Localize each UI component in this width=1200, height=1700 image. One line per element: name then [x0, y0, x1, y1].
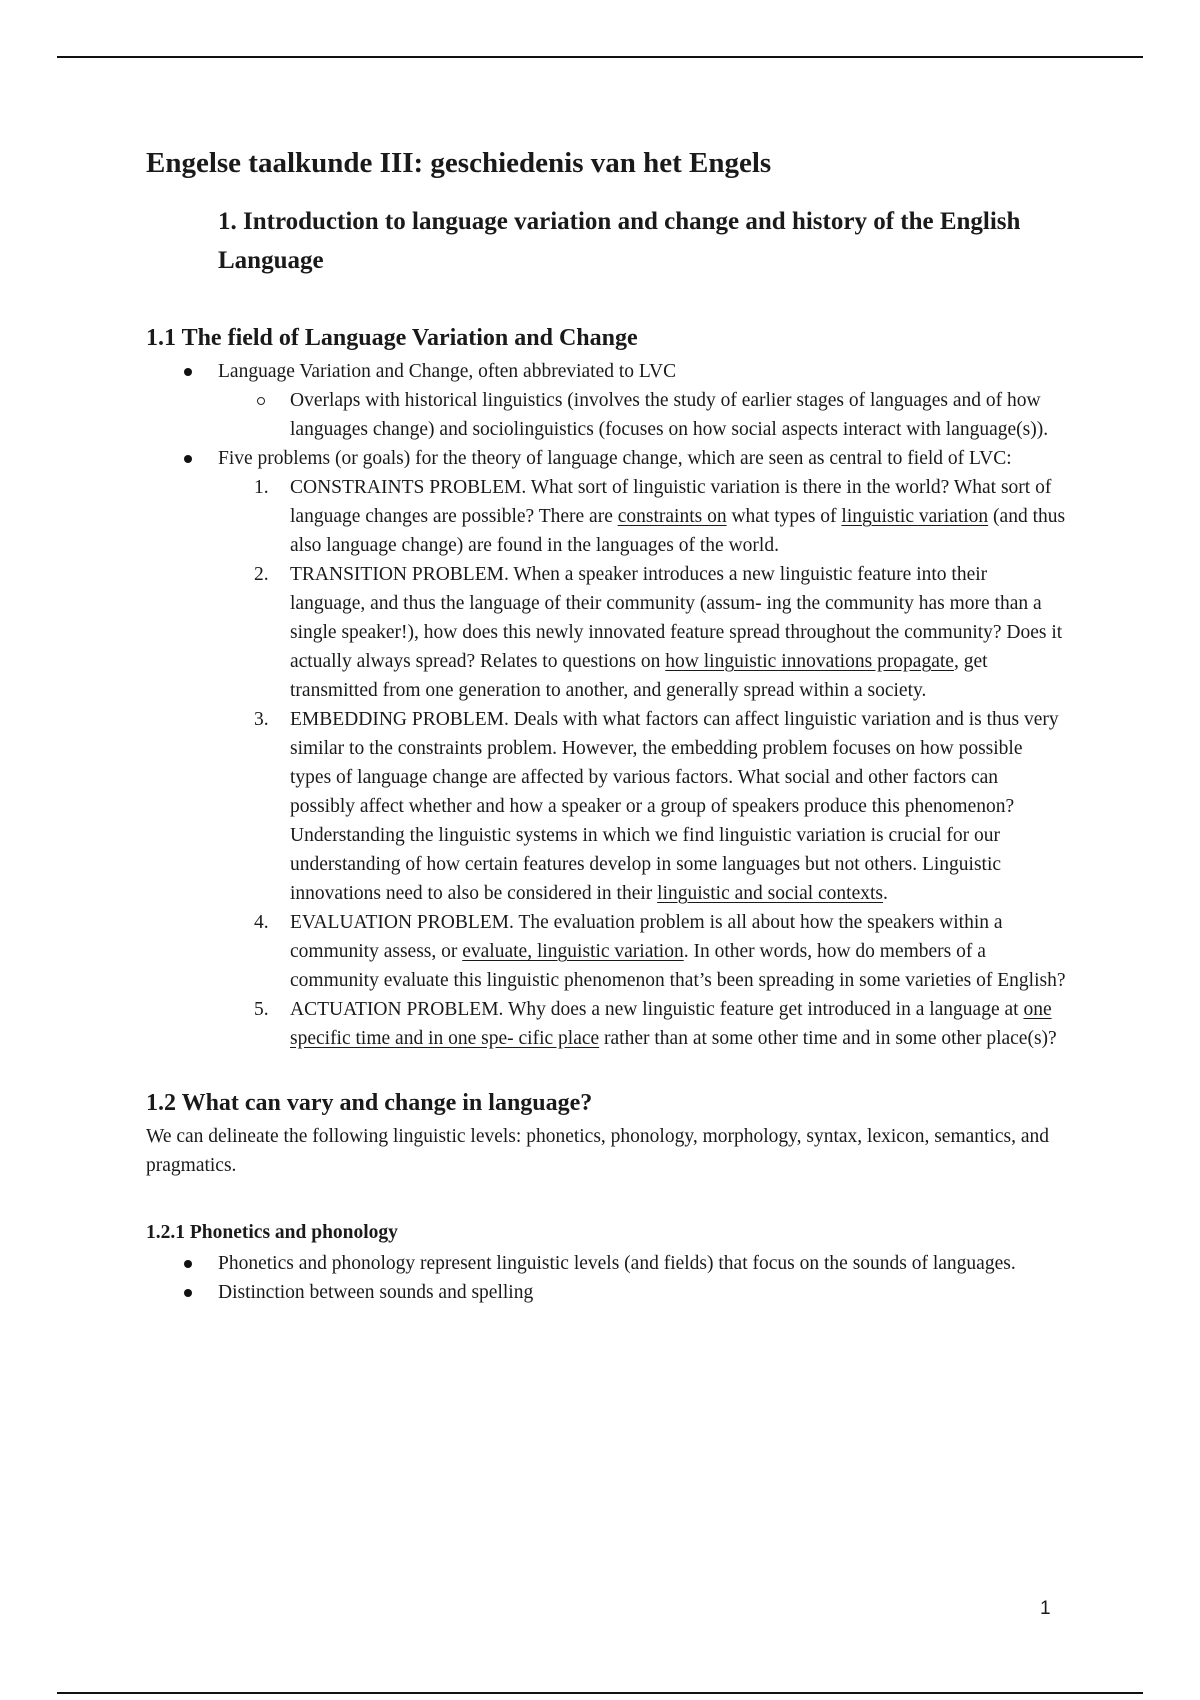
list-item-text: Language Variation and Change, often abbreviated to LVC	[218, 361, 677, 383]
list-item-text: Phonetics and phonology represent linguistic levels (and fields) that focus on the sounds of languages.	[218, 1253, 1016, 1275]
problem-item	[218, 560, 1066, 705]
section-heading-1-1: 1.1 The field of Language Variation and Change	[146, 325, 638, 352]
subsection-1-2-1-list	[146, 1249, 1066, 1307]
problem-text: . In other words, how do members of a community evaluate this linguistic phenomenon that’s been spreading in some varieties of English?	[290, 941, 1066, 992]
item-number: 2.	[254, 564, 269, 586]
problem-text: (and thus also language change) are found in the languages of the world.	[290, 506, 1066, 557]
document-title: Engelse taalkunde III: geschiedenis van het Engels	[146, 147, 772, 179]
section-1-1-list	[146, 357, 1066, 1053]
problem-text: EMBEDDING PROBLEM. Deals with what factors can affect linguistic variation and is thus very similar to the constraints problem. However, the embedding problem focuses on how possible types of language change are affected by various factors. What social and other factors can possibly affect whether and how a speaker or a group of speakers produce this phenomenon? Understanding the linguistic systems in which we find linguistic variation is crucial for our understanding of how certain features develop in some languages but not others. Linguistic innovations need to also be considered in their	[290, 709, 1059, 905]
section-1-2-intro: We can delineate the following linguistic levels: phonetics, phonology, morphology, syntax, lexicon, semantics, and pragmatics.	[146, 1125, 1049, 1176]
problem-text: .	[883, 883, 888, 905]
sub-list-item	[218, 386, 1066, 444]
bullet-icon	[184, 368, 192, 376]
footer-rule	[57, 1692, 1143, 1694]
underlined-phrase: how linguistic innovations propagate	[665, 651, 954, 673]
list-item-text: Distinction between sounds and spelling	[218, 1282, 534, 1304]
underlined-phrase: linguistic and social contexts	[657, 883, 884, 905]
list-item	[146, 357, 1066, 444]
chapter-heading: 1. Introduction to language variation and change and history of the English Language	[218, 207, 1021, 274]
underlined-phrase: linguistic variation	[841, 506, 989, 528]
item-number: 4.	[254, 912, 269, 934]
problem-text: EVALUATION PROBLEM. The evaluation problem is all about how the speakers within a community assess, or	[290, 912, 1003, 963]
bullet-icon	[184, 1260, 192, 1268]
problem-item	[218, 995, 1066, 1053]
problem-item	[218, 908, 1066, 995]
item-number: 3.	[254, 709, 269, 731]
item-number: 5.	[254, 999, 269, 1021]
bullet-icon	[184, 1289, 192, 1297]
list-item	[146, 1249, 1066, 1278]
list-item	[146, 1278, 1066, 1307]
problem-text: ACTUATION PROBLEM. Why does a new linguistic feature get introduced in a language at	[290, 999, 1024, 1021]
header-rule	[57, 56, 1143, 58]
circle-bullet-icon	[257, 397, 265, 405]
problem-text: TRANSITION PROBLEM. When a speaker introduces a new linguistic feature into their language, and thus the language of their community (assum- ing the community has more than a single speaker!), how does this newly innovated feature spread throughout the community? Does it actually always spread? Relates to questions on	[290, 564, 1063, 673]
list-item-text: Five problems (or goals) for the theory of language change, which are seen as central to field of LVC:	[218, 448, 1012, 470]
subsection-heading-1-2-1: 1.2.1 Phonetics and phonology	[146, 1221, 398, 1243]
underlined-phrase: constraints on	[617, 506, 727, 528]
problem-text: what types of	[726, 506, 842, 528]
bullet-icon	[184, 455, 192, 463]
page-content	[146, 146, 1066, 1307]
list-item	[146, 444, 1066, 1053]
underlined-phrase: evaluate, linguistic variation	[462, 941, 684, 963]
problem-text: rather than at some other time and in some other place(s)?	[599, 1028, 1057, 1050]
item-number: 1.	[254, 477, 269, 499]
problem-text: CONSTRAINTS PROBLEM. What sort of linguistic variation is there in the world? What sort of language changes are possible? There are	[290, 477, 1052, 528]
problems-list	[218, 473, 1066, 1053]
sub-list	[218, 386, 1066, 444]
page-number: 1	[1040, 1598, 1051, 1619]
problem-item	[218, 705, 1066, 908]
problem-text: , get transmitted from one generation to another, and generally spread within a society.	[290, 651, 988, 702]
section-heading-1-2: 1.2 What can vary and change in language?	[146, 1090, 593, 1117]
underlined-phrase: one specific time and in one spe- cific place	[290, 999, 1052, 1050]
sub-list-item-text: Overlaps with historical linguistics (involves the study of earlier stages of languages and of how languages change) and sociolinguistics (focuses on how social aspects interact with language(s)).	[290, 390, 1049, 441]
problem-item	[218, 473, 1066, 560]
